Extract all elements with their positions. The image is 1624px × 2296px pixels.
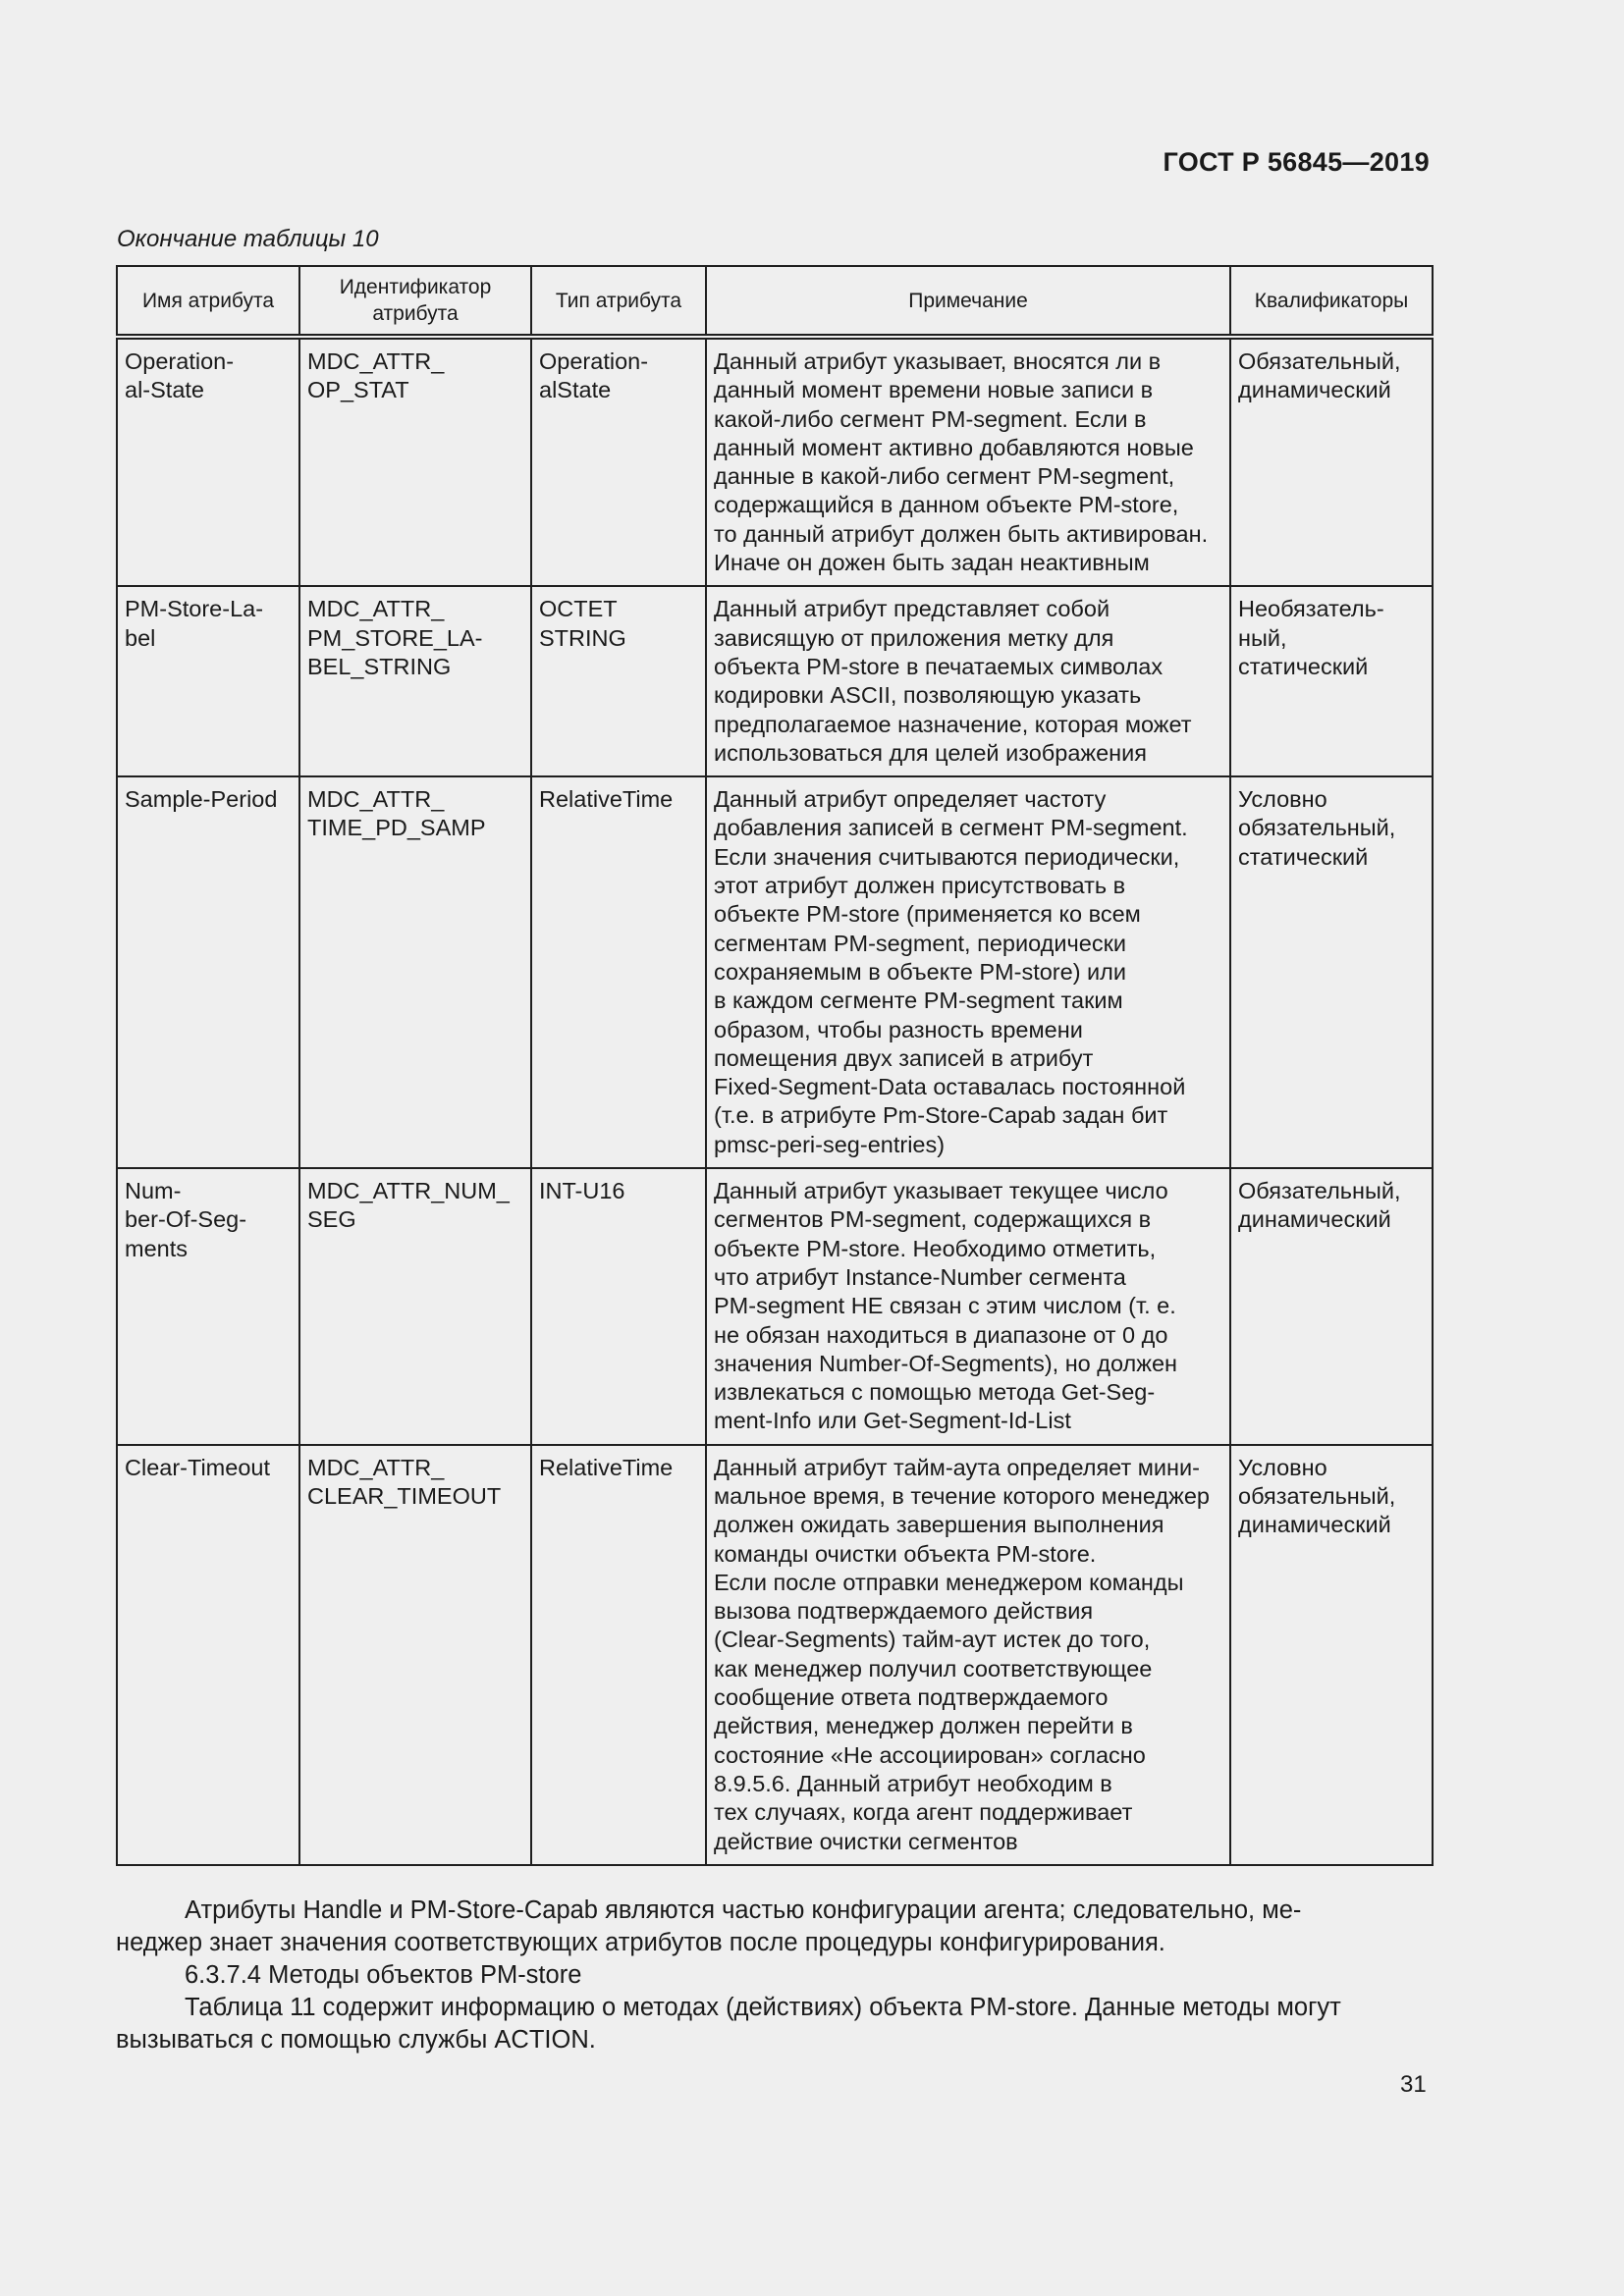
cell-attribute-type: Operation- alState bbox=[531, 337, 706, 586]
paragraph-table-11: Таблица 11 содержит информацию о методах (действиях) объекта PM-store. Данные методы могут вызываться с помощью службы ACTION. bbox=[116, 1994, 1341, 2054]
table-row bbox=[117, 586, 1433, 776]
cell-attribute-name: Operation- al-State bbox=[117, 337, 299, 586]
cell-qualifiers: Обязательный, динамический bbox=[1230, 337, 1433, 586]
table-row bbox=[117, 776, 1433, 1168]
cell-attribute-type: INT-U16 bbox=[531, 1168, 706, 1445]
cell-note: Данный атрибут определяет частоту добавления записей в сегмент PM-segment. Если значения считываются периодически, этот атрибут должен присутствовать в объекте PM-store (применяется ко всем сегментам PM-segment, периодически сохраняемым в объекте PM-store) или в каждом сегменте PM-segment таким образом, чтобы разность времени помещения двух записей в атрибут Fixed-Segment-Data оставалась постоянной (т.е. в атрибуте Pm-Store-Capab задан бит pmsc-peri-seg-entries) bbox=[706, 776, 1230, 1168]
table-row bbox=[117, 1445, 1433, 1865]
col-header-note: Примечание bbox=[706, 266, 1230, 337]
cell-attribute-id: MDC_ATTR_ TIME_PD_SAMP bbox=[299, 776, 531, 1168]
cell-note: Данный атрибут представляет собой зависящую от приложения метку для объекта PM-store в печатаемых символах кодировки ASCII, позволяющую указать предполагаемое назначение, которая может использоваться для целей изображения bbox=[706, 586, 1230, 776]
table-caption: Окончание таблицы 10 bbox=[117, 226, 379, 252]
col-header-id: Идентификатор атрибута bbox=[299, 266, 531, 337]
table-header-row bbox=[117, 266, 1433, 337]
col-header-qualifiers: Квалификаторы bbox=[1230, 266, 1433, 337]
cell-qualifiers: Необязатель- ный, статический bbox=[1230, 586, 1433, 776]
cell-attribute-id: MDC_ATTR_ PM_STORE_LA- BEL_STRING bbox=[299, 586, 531, 776]
cell-attribute-name: PM-Store-La- bel bbox=[117, 586, 299, 776]
cell-qualifiers: Условно обязательный, динамический bbox=[1230, 1445, 1433, 1865]
attributes-table bbox=[116, 265, 1434, 1866]
cell-qualifiers: Условно обязательный, статический bbox=[1230, 776, 1433, 1168]
cell-attribute-id: MDC_ATTR_ CLEAR_TIMEOUT bbox=[299, 1445, 531, 1865]
cell-note: Данный атрибут тайм-аута определяет мини- мальное время, в течение которого менеджер должен ожидать завершения выполнения команды очистки объекта PM-store. Если после отправки менеджером команды вызова подтверждаемого действия (Clear-Segments) тайм-аут истек до того, как менеджер получил соответствующее сообщение ответа подтверждаемого действия, менеджер должен перейти в состояние «Не ассоциирован» согласно 8.9.5.6. Данный атрибут необходим в тех случаях, когда агент поддерживает действие очистки сегментов bbox=[706, 1445, 1230, 1865]
cell-attribute-type: OCTET STRING bbox=[531, 586, 706, 776]
cell-qualifiers: Обязательный, динамический bbox=[1230, 1168, 1433, 1445]
cell-attribute-name: Sample-Period bbox=[117, 776, 299, 1168]
col-header-type: Тип атрибута bbox=[531, 266, 706, 337]
cell-attribute-type: RelativeTime bbox=[531, 1445, 706, 1865]
cell-attribute-name: Clear-Timeout bbox=[117, 1445, 299, 1865]
standard-code: ГОСТ Р 56845—2019 bbox=[1163, 147, 1430, 177]
col-header-name: Имя атрибута bbox=[117, 266, 299, 337]
table-row bbox=[117, 1168, 1433, 1445]
cell-attribute-id: MDC_ATTR_NUM_ SEG bbox=[299, 1168, 531, 1445]
table-row bbox=[117, 337, 1433, 586]
section-heading: 6.3.7.4 Методы объектов PM-store bbox=[185, 1961, 582, 1989]
paragraph-configuration: Атрибуты Handle и PM-Store-Capab являются частью конфигурации агента; следовательно, ме- неджер знает значения соответствующих атрибутов после процедуры конфигурирования. bbox=[116, 1896, 1302, 1956]
page-number: 31 bbox=[1400, 2071, 1427, 2098]
cell-attribute-id: MDC_ATTR_ OP_STAT bbox=[299, 337, 531, 586]
cell-note: Данный атрибут указывает, вносятся ли в данный момент времени новые записи в какой-либо сегмент PM-segment. Если в данный момент активно добавляются новые данные в какой-либо сегмент PM-segment, содержащийся в данном объекте PM-store, то данный атрибут должен быть активирован. Иначе он дожен быть задан неактивным bbox=[706, 337, 1230, 586]
cell-attribute-name: Num- ber-Of-Seg- ments bbox=[117, 1168, 299, 1445]
cell-note: Данный атрибут указывает текущее число сегментов PM-segment, содержащихся в объекте PM-store. Необходимо отметить, что атрибут Instance-Number сегмента PM-segment НЕ связан с этим числом (т. е. не обязан находиться в диапазоне от 0 до значения Number-Of-Segments), но должен извлекаться с помощью метода Get-Seg- ment-Info или Get-Segment-Id-List bbox=[706, 1168, 1230, 1445]
cell-attribute-type: RelativeTime bbox=[531, 776, 706, 1168]
